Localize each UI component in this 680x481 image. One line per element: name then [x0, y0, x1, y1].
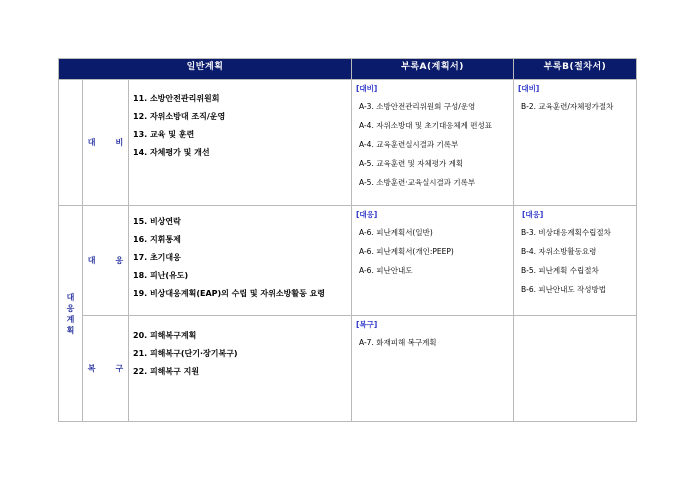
- group-label-response: 대응계획: [66, 292, 75, 335]
- list-item: A-3. 소방안전관리위원회 구성/운영: [359, 102, 476, 111]
- list-item: 20. 피해복구계획: [133, 331, 197, 340]
- list-item: 18. 피난(유도): [133, 271, 189, 280]
- appendix-b-prepare: [514, 80, 637, 206]
- appendix-a-respond: [352, 206, 514, 316]
- row-group-response: [59, 206, 83, 422]
- list-item: B-2. 교육훈련/자체평가절차: [521, 102, 614, 111]
- list-item: 12. 자위소방대 조직/운영: [133, 112, 226, 121]
- list-item: A-5. 소방훈련·교육실시결과 기록부: [359, 178, 476, 187]
- list-item: A-5. 교육훈련 및 자체평가 계획: [359, 159, 464, 168]
- list-item: 19. 비상대응계획(EAP)의 수립 및 자위소방활동 요령: [133, 289, 326, 298]
- general-items-respond: [129, 206, 352, 316]
- row-respond: [59, 206, 637, 316]
- list-item: 13. 교육 및 훈련: [133, 130, 195, 139]
- section-tag: [복구]: [356, 320, 378, 329]
- section-tag: [대응]: [522, 210, 544, 219]
- list-item: B-3. 비상대응계획수립절차: [521, 228, 611, 237]
- appendix-b-recover: [514, 316, 637, 422]
- appendix-b-respond: [514, 206, 637, 316]
- list-item: A-7. 화재피해 복구계획: [359, 338, 437, 347]
- general-items-recover: [129, 316, 352, 422]
- list-item: 11. 소방안전관리위원회: [133, 94, 220, 103]
- row-label-prepare: 대비: [83, 80, 129, 206]
- list-item: 17. 초기대응: [133, 253, 181, 262]
- list-item: A-6. 피난계획서(개인:PEEP): [359, 247, 454, 256]
- appendix-a-recover: [352, 316, 514, 422]
- list-item: 16. 지휘통제: [133, 235, 181, 244]
- row-group-blank: [59, 80, 83, 206]
- plan-structure-table: [58, 58, 637, 422]
- list-item: 14. 자체평가 및 개선: [133, 148, 210, 157]
- general-items-prepare: [129, 80, 352, 206]
- appendix-a-prepare: [352, 80, 514, 206]
- row-recover: [59, 316, 637, 422]
- table-header-row: [59, 59, 637, 80]
- header-appendix-a: 부록A(계획서): [352, 59, 514, 80]
- list-item: A-4. 교육훈련실시결과 기록부: [359, 140, 459, 149]
- list-item: 22. 피해복구 지원: [133, 367, 200, 376]
- section-tag: [대응]: [356, 210, 378, 219]
- list-item: B-6. 피난안내도 작성방법: [521, 285, 606, 294]
- row-label-recover: 복구: [83, 316, 129, 422]
- list-item: 21. 피해복구(단기·장기복구): [133, 349, 238, 358]
- list-item: A-4. 자위소방대 및 초기대응체계 편성표: [359, 121, 493, 130]
- section-tag: [대비]: [356, 84, 378, 93]
- section-tag: [대비]: [518, 84, 540, 93]
- list-item: A-6. 피난계획서(일반): [359, 228, 433, 237]
- list-item: A-6. 피난안내도: [359, 266, 413, 275]
- list-item: 15. 비상연락: [133, 217, 181, 226]
- list-item: B-4. 자위소방활동요령: [521, 247, 597, 256]
- list-item: B-5. 피난계획 수립절차: [521, 266, 599, 275]
- row-label-respond: 대응: [83, 206, 129, 316]
- header-appendix-b: 부록B(절차서): [514, 59, 637, 80]
- header-general-plan: 일반계획: [59, 59, 352, 80]
- row-prepare: [59, 80, 637, 206]
